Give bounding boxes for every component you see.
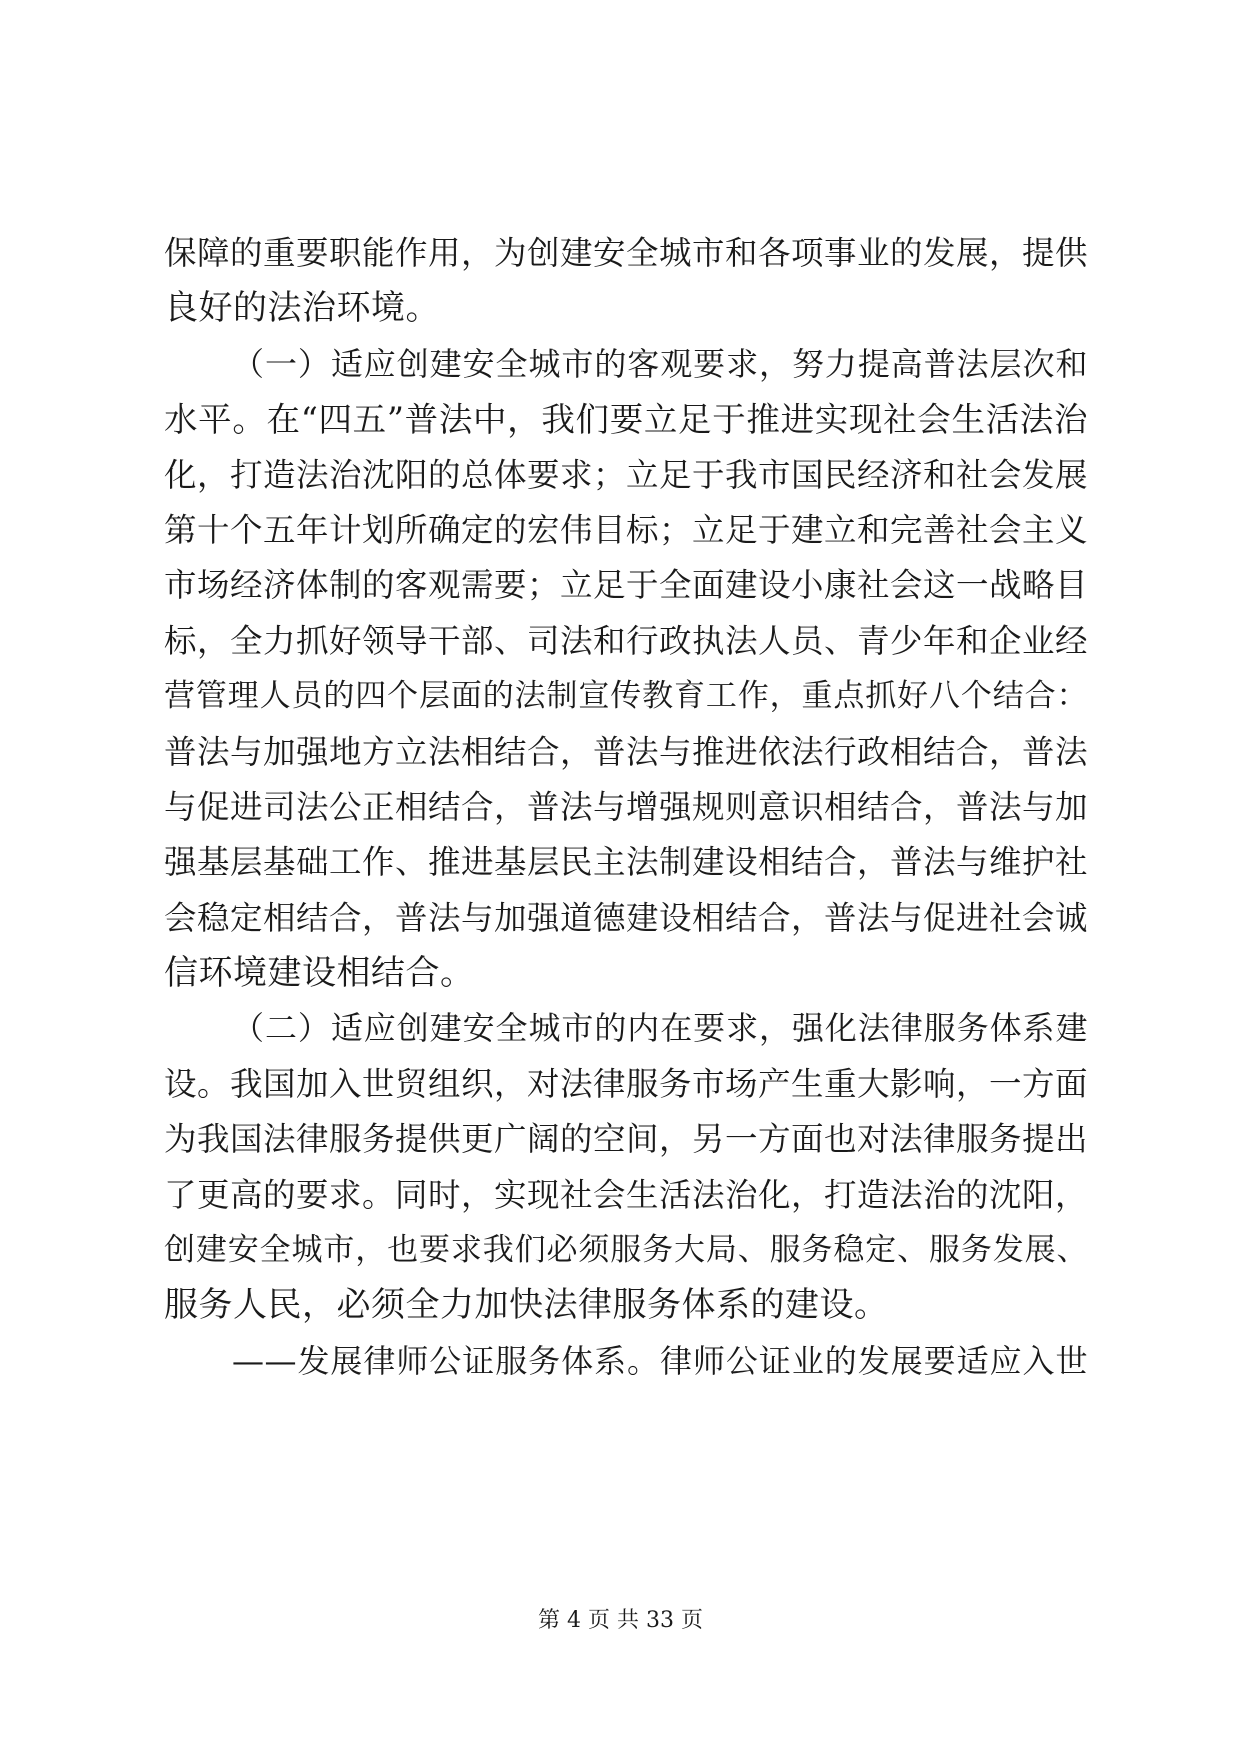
text-line: ——发展律师公证服务体系。律师公证业的发展要适应入世 [232,1341,1088,1380]
text-line: 市场经济体制的客观需要；立足于全面建设小康社会这一战略目 [164,566,1089,605]
text-line: 化，打造法治沈阳的总体要求；立足于我市国民经济和社会发展 [164,455,1089,494]
text-line: 创建安全城市，也要求我们必须服务大局、服务稳定、服务发展、 [164,1232,1088,1269]
text-line: 信环境建设相结合。 [164,953,475,994]
text-line: 保障的重要职能作用，为创建安全城市和各项事业的发展，提供 [164,234,1089,272]
text-line: （一）适应创建安全城市的客观要求，努力提高普法层次和 [232,344,1088,383]
document-body [164,226,1088,1389]
text-line: 服务人民，必须全力加快法律服务体系的建设。 [164,1285,889,1326]
text-line: 水平。在“四五”普法中，我们要立足于推进实现社会生活法治 [164,400,1088,440]
text-line: 良好的法治环境。 [164,288,440,329]
text-line: 营管理人员的四个层面的法制宣传教育工作，重点抓好八个结合： [164,678,1088,715]
text-line: 标，全力抓好领导干部、司法和行政执法人员、青少年和企业经 [164,621,1089,660]
page-number-footer: 第 4 页 共 33 页 [538,1608,703,1633]
text-line: 设。我国加入世贸组织，对法律服务市场产生重大影响，一方面 [164,1064,1089,1103]
text-line: 与促进司法公正相结合，普法与增强规则意识相结合，普法与加 [164,787,1089,826]
text-line: 普法与加强地方立法相结合，普法与推进依法行政相结合，普法 [164,732,1089,771]
text-line: 第十个五年计划所确定的宏伟目标；立足于建立和完善社会主义 [164,510,1089,549]
text-line: 了更高的要求。同时，实现社会生活法治化，打造法治的沈阳， [164,1175,1089,1214]
text-line: 会稳定相结合，普法与加强道德建设相结合，普法与促进社会诚 [164,898,1089,937]
text-line: 强基层基础工作、推进基层民主法制建设相结合，普法与维护社 [164,843,1089,882]
text-line: 为我国法律服务提供更广阔的空间，另一方面也对法律服务提出 [164,1120,1089,1159]
text-line: （二）适应创建安全城市的内在要求，强化法律服务体系建 [232,1009,1088,1048]
